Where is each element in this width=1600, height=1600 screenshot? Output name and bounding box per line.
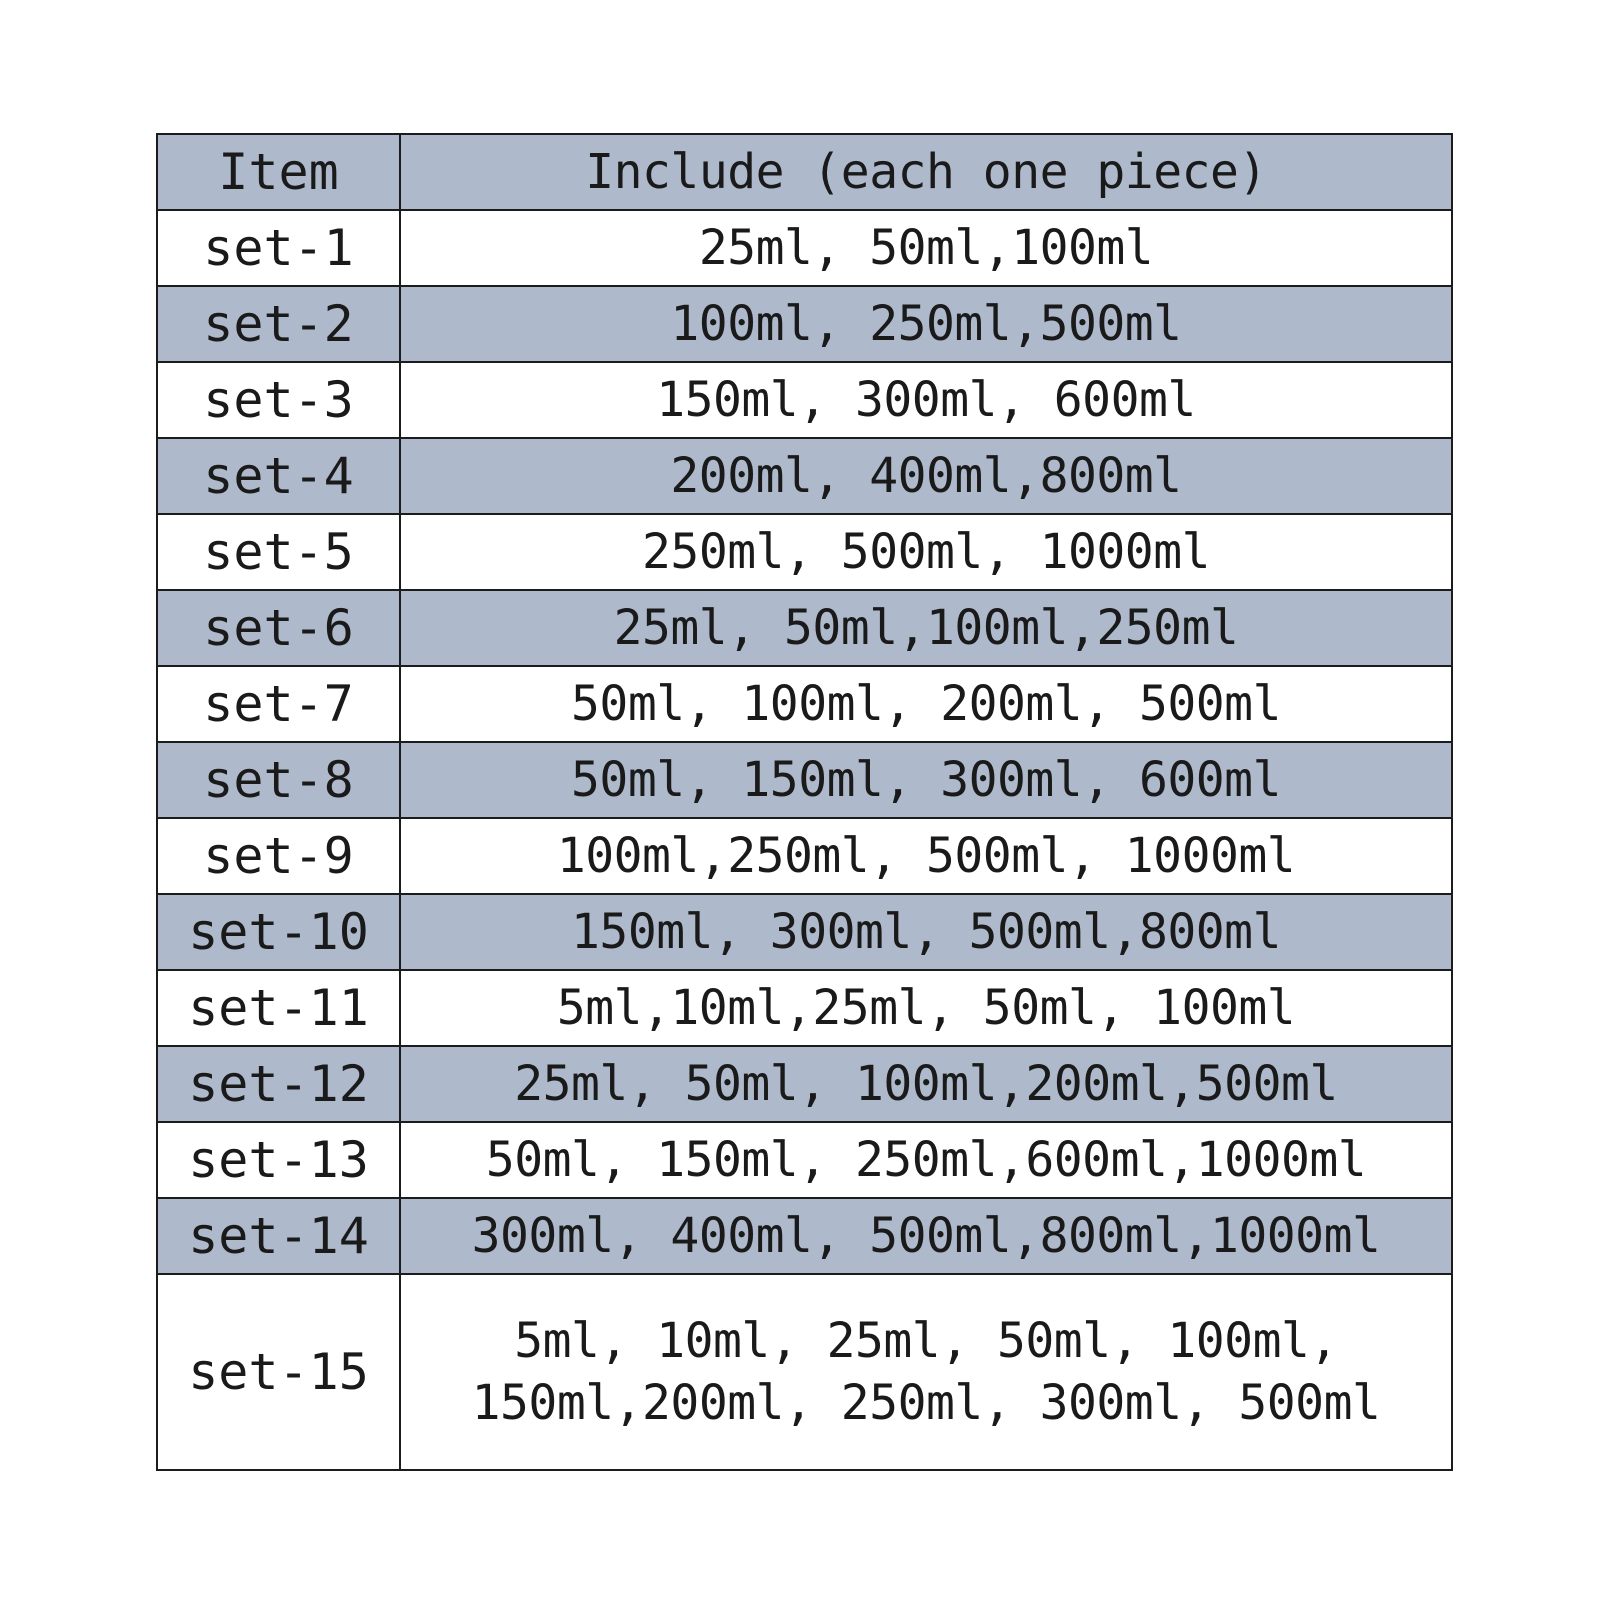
include-line: 150ml,200ml, 250ml, 300ml, 500ml xyxy=(471,1375,1381,1431)
table-row xyxy=(157,210,1452,286)
item-cell: set-8 xyxy=(157,742,400,818)
table-row xyxy=(157,1122,1452,1198)
include-line: 300ml, 400ml, 500ml,800ml,1000ml xyxy=(471,1207,1381,1264)
table-row xyxy=(157,286,1452,362)
include-cell xyxy=(400,666,1452,742)
include-line: 25ml, 50ml, 100ml,200ml,500ml xyxy=(514,1055,1338,1112)
item-cell: set-1 xyxy=(157,210,400,286)
include-cell xyxy=(400,742,1452,818)
include-cell xyxy=(400,438,1452,514)
item-cell: set-13 xyxy=(157,1122,400,1198)
include-cell xyxy=(400,1122,1452,1198)
include-cell xyxy=(400,1198,1452,1274)
include-line: 50ml, 150ml, 300ml, 600ml xyxy=(571,751,1281,808)
table-row xyxy=(157,590,1452,666)
include-cell xyxy=(400,286,1452,362)
include-line: 25ml, 50ml,100ml xyxy=(698,219,1154,276)
include-cell xyxy=(400,970,1452,1046)
include-line: 150ml, 300ml, 500ml,800ml xyxy=(571,903,1281,960)
include-line: 150ml, 300ml, 600ml xyxy=(656,371,1196,428)
item-cell: set-10 xyxy=(157,894,400,970)
sets-table xyxy=(156,133,1453,1471)
table-row xyxy=(157,1198,1452,1274)
item-cell: set-4 xyxy=(157,438,400,514)
include-line: 100ml, 250ml,500ml xyxy=(670,295,1182,352)
item-cell: set-9 xyxy=(157,818,400,894)
table-body xyxy=(157,134,1452,1470)
include-cell xyxy=(400,514,1452,590)
item-cell: set-2 xyxy=(157,286,400,362)
table-row xyxy=(157,1046,1452,1122)
table-row xyxy=(157,1274,1452,1470)
item-cell: set-11 xyxy=(157,970,400,1046)
include-cell xyxy=(400,362,1452,438)
include-line: 5ml,10ml,25ml, 50ml, 100ml xyxy=(556,979,1296,1036)
table-row xyxy=(157,514,1452,590)
item-cell: set-7 xyxy=(157,666,400,742)
item-cell: set-14 xyxy=(157,1198,400,1274)
item-cell: set-3 xyxy=(157,362,400,438)
include-cell xyxy=(400,1274,1452,1470)
include-line: 200ml, 400ml,800ml xyxy=(670,447,1182,504)
item-cell: set-12 xyxy=(157,1046,400,1122)
include-cell xyxy=(400,894,1452,970)
header-row xyxy=(157,134,1452,210)
item-cell: set-5 xyxy=(157,514,400,590)
table-row xyxy=(157,438,1452,514)
include-cell xyxy=(400,210,1452,286)
include-line: 100ml,250ml, 500ml, 1000ml xyxy=(556,827,1296,884)
include-line: 50ml, 150ml, 250ml,600ml,1000ml xyxy=(485,1131,1367,1188)
include-cell xyxy=(400,1046,1452,1122)
table-row xyxy=(157,970,1452,1046)
table-row xyxy=(157,818,1452,894)
header-include: Include (each one piece) xyxy=(400,134,1452,210)
include-cell xyxy=(400,818,1452,894)
table-row xyxy=(157,666,1452,742)
include-line: 250ml, 500ml, 1000ml xyxy=(642,523,1210,580)
header-item: Item xyxy=(157,134,400,210)
item-cell: set-6 xyxy=(157,590,400,666)
include-line: 25ml, 50ml,100ml,250ml xyxy=(613,599,1239,656)
include-line: 50ml, 100ml, 200ml, 500ml xyxy=(571,675,1281,732)
include-line: 5ml, 10ml, 25ml, 50ml, 100ml, xyxy=(514,1312,1338,1369)
table-row xyxy=(157,362,1452,438)
table-row xyxy=(157,894,1452,970)
table-row xyxy=(157,742,1452,818)
include-cell xyxy=(400,590,1452,666)
item-cell: set-15 xyxy=(157,1274,400,1470)
